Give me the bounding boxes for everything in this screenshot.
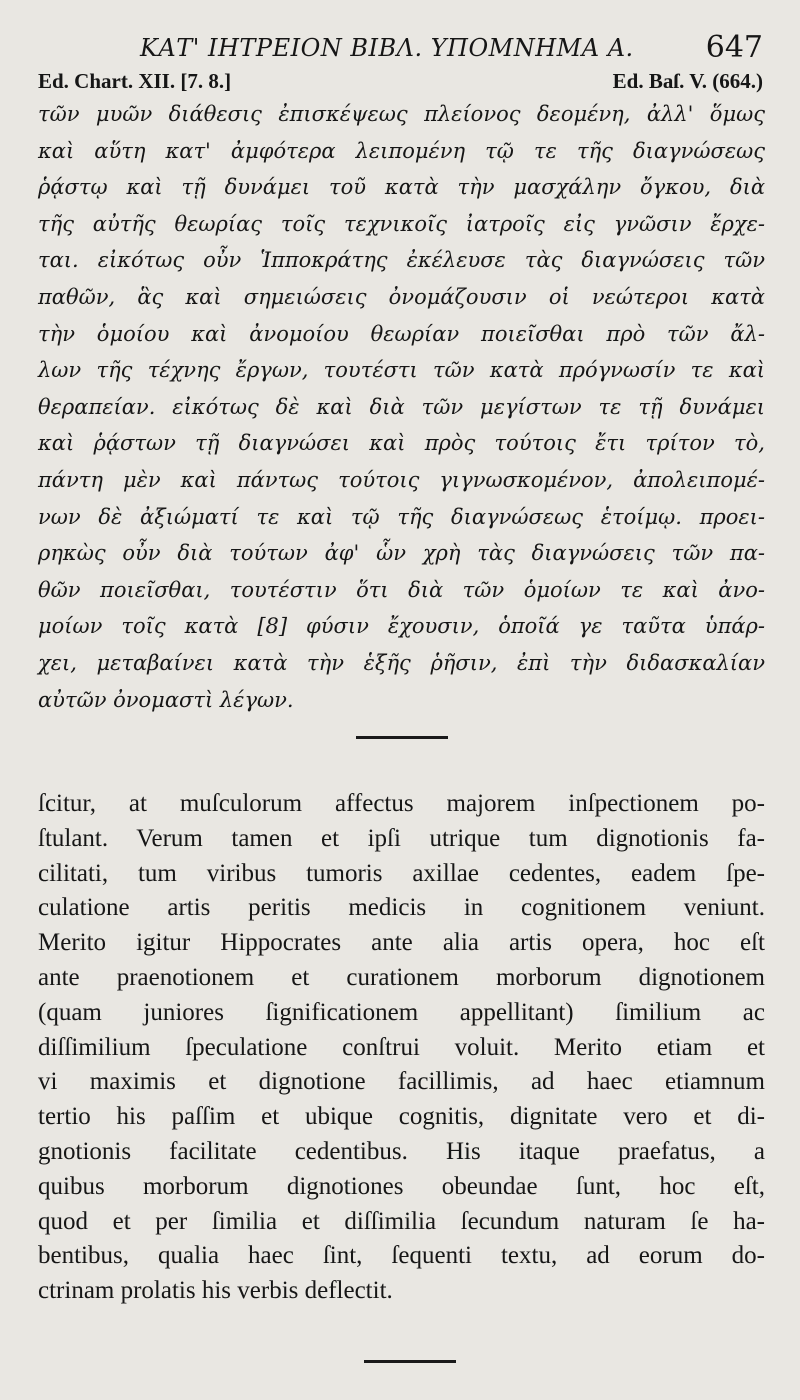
latin-line: gnotionis facilitate cedentibus. His itaque praefatus, a: [38, 1137, 765, 1165]
latin-text: [38, 787, 765, 1309]
greek-line: ρηκὼς οὖν διὰ τούτων ἀφ' ὧν χρὴ τὰς διαγνώσεις τῶν πα-: [38, 541, 765, 566]
greek-text: [38, 96, 765, 718]
running-title: ΚΑΤ' ΙΗΤΡΕΙΟΝ ΒΙΒΛ. ΥΠΟΜΝΗΜΑ Α.: [140, 34, 634, 62]
latin-line: vi maximis et dignotione facillimis, ad haec etiamnum: [38, 1068, 765, 1096]
greek-line: καὶ αὕτη κατ' ἀμφότερα λειπομένη τῷ τε τῆς διαγνώσεως: [38, 138, 765, 163]
greek-line: παθῶν, ἃς καὶ σημειώσεις ὀνομάζουσιν οἱ νεώτεροι κατὰ: [38, 284, 765, 309]
edition-chartier-ref: Ed. Chart. XII. [7. 8.]: [38, 69, 232, 93]
latin-line: (quam juniores ſignificationem appellitant) ſimilium ac: [38, 998, 765, 1026]
edition-basel-ref: Ed. Baſ. V. (664.): [612, 69, 763, 93]
page-number: 647: [705, 30, 763, 65]
latin-line: bentibus, qualia haec ſint, ſequenti textu, ad eorum do-: [38, 1242, 765, 1270]
latin-line: diſſimilium ſpeculatione conſtrui voluit. Merito etiam et: [38, 1033, 765, 1061]
latin-line: ſcitur, at muſculorum affectus majorem inſpectionem po-: [38, 790, 765, 817]
latin-line: cilitati, tum viribus tumoris axillae cedentes, eadem ſpe-: [38, 859, 765, 887]
edition-reference-line: [38, 69, 763, 97]
greek-line: μοίων τοῖς κατὰ [8] φύσιν ἔχουσιν, ὁποῖά γε ταῦτα ὑπάρ-: [38, 614, 765, 639]
greek-line: πάντη μὲν καὶ πάντως τούτοις γιγνωσκομένον, ἀπολειπομέ-: [38, 467, 765, 492]
latin-line: quibus morborum dignotiones obeundae ſunt, hoc eſt,: [38, 1172, 765, 1200]
section-divider: [364, 1360, 456, 1363]
greek-line: αὐτῶν ὀνομαστὶ λέγων.: [38, 687, 294, 712]
latin-line: tertio his paſſim et ubique cognitis, dignitate vero et di-: [38, 1103, 765, 1131]
latin-line: quod et per ſimilia et diſſimilia ſecundum naturam ſe ha-: [38, 1207, 765, 1235]
greek-line: νων δὲ ἀξιώματί τε καὶ τῷ τῆς διαγνώσεως ἑτοίμῳ. προει-: [38, 504, 765, 529]
greek-line: θῶν ποιεῖσθαι, τουτέστιν ὅτι διὰ τῶν ὁμοίων τε καὶ ἀνο-: [38, 577, 765, 602]
greek-line: ται. εἰκότως οὖν Ἱπποκράτης ἐκέλευσε τὰς διαγνώσεις τῶν: [38, 248, 765, 273]
latin-line: ſtulant. Verum tamen et ipſi utrique tum dignotionis fa-: [38, 824, 765, 852]
latin-line: ante praenotionem et curationem morborum dignotionem: [38, 963, 765, 991]
greek-line: τὴν ὁμοίου καὶ ἀνομοίου θεωρίαν ποιεῖσθαι πρὸ τῶν ἄλ-: [38, 321, 765, 346]
latin-line: ctrinam prolatis his verbis deflectit.: [38, 1277, 393, 1305]
greek-line: λων τῆς τέχνης ἔργων, τουτέστι τῶν κατὰ πρόγνωσίν τε καὶ: [38, 358, 765, 383]
latin-line: culatione artis peritis medicis in cognitionem veniunt.: [38, 894, 765, 922]
greek-line: καὶ ῥᾴστων τῇ διαγνώσει καὶ πρὸς τούτοις ἔτι τρίτον τὸ,: [38, 431, 765, 456]
greek-line: τῶν μυῶν διάθεσις ἐπισκέψεως πλείονος δεομένη, ἀλλ' ὅμως: [38, 102, 765, 126]
greek-line: χει, μεταβαίνει κατὰ τὴν ἑξῆς ῥῆσιν, ἐπὶ τὴν διδασκαλίαν: [38, 650, 765, 675]
latin-line: Merito igitur Hippocrates ante alia artis opera, hoc eſt: [38, 929, 765, 957]
greek-line: θεραπείαν. εἰκότως δὲ καὶ διὰ τῶν μεγίστων τε τῇ δυνάμει: [38, 394, 765, 419]
section-divider: [356, 736, 448, 739]
greek-line: τῆς αὐτῆς θεωρίας τοῖς τεχνικοῖς ἰατροῖς εἰς γνῶσιν ἔρχε-: [38, 211, 765, 236]
greek-line: ῥᾴστῳ καὶ τῇ δυνάμει τοῦ κατὰ τὴν μασχάλην ὄγκου, διὰ: [38, 175, 765, 200]
running-head: [40, 30, 765, 70]
